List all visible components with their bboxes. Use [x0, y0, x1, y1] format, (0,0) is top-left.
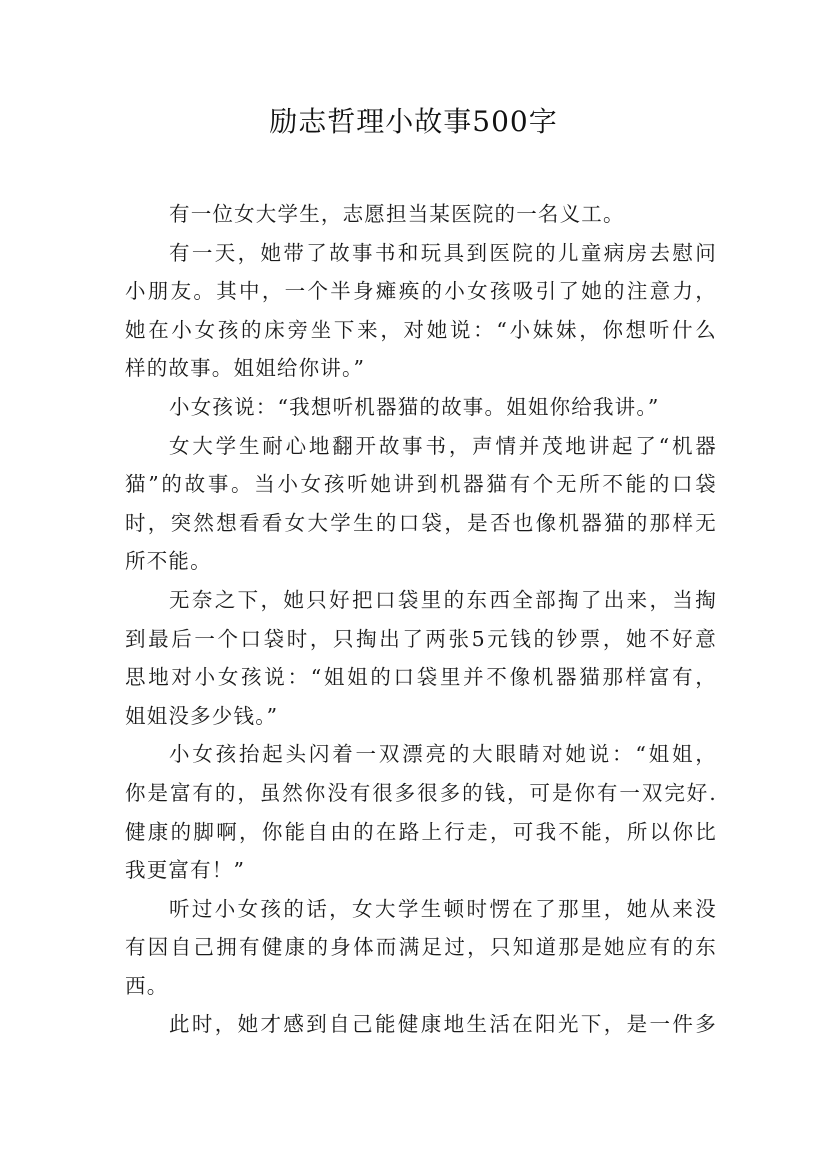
paragraph-line: 所不能。 — [125, 549, 212, 574]
paragraph-line: 到最后一个口袋时，只掏出了两张5元钱的钞票，她不好意 — [125, 626, 717, 651]
paragraph-line: 小女孩说：“我想听机器猫的故事。姐姐你给我讲。” — [169, 394, 660, 419]
paragraph-line: 有因自己拥有健康的身体而满足过，只知道那是她应有的东 — [125, 935, 717, 960]
paragraph-line: 我更富有！” — [125, 858, 246, 883]
paragraph-line: 姐姐没多少钱。” — [125, 703, 279, 728]
document-title: 励志哲理小故事500字 — [269, 105, 558, 138]
paragraph-line: 时，突然想看看女大学生的口袋，是否也像机器猫的那样无 — [125, 510, 717, 535]
paragraph-line: 样的故事。姐姐给你讲。” — [125, 356, 366, 381]
paragraph-line: 女大学生耐心地翻开故事书，声情并茂地讲起了“机器 — [169, 433, 717, 458]
paragraph-line: 健康的脚啊，你能自由的在路上行走，可我不能，所以你比 — [125, 819, 717, 844]
paragraph-line: 西。 — [125, 973, 169, 998]
paragraph-line: 猫”的故事。当小女孩听她讲到机器猫有个无所不能的口袋 — [125, 472, 717, 497]
paragraph-line: 小女孩抬起头闪着一双漂亮的大眼睛对她说：“姐姐， — [169, 742, 717, 767]
paragraph-line: 有一天，她带了故事书和玩具到医院的儿童病房去慰问 — [169, 240, 717, 265]
paragraph-line: 你是富有的，虽然你没有很多很多的钱，可是你有一双完好. — [125, 780, 717, 805]
paragraph-line: 她在小女孩的床旁坐下来，对她说：“小妹妹，你想听什么 — [125, 317, 717, 342]
paragraph-line: 有一位女大学生，志愿担当某医院的一名义工。 — [169, 202, 625, 226]
paragraph-line: 思地对小女孩说：“姐姐的口袋里并不像机器猫那样富有， — [125, 665, 717, 690]
paragraph-line: 无奈之下，她只好把口袋里的东西全部掏了出来，当掏 — [169, 587, 717, 612]
paragraph-line: 此时，她才感到自己能健康地生活在阳光下，是一件多 — [169, 1012, 717, 1037]
paragraph-line: 听过小女孩的话，女大学生顿时愣在了那里，她从来没 — [169, 896, 717, 921]
document-body — [125, 195, 717, 1044]
paragraph-line: 小朋友。其中，一个半身瘫痪的小女孩吸引了她的注意力， — [125, 279, 717, 304]
